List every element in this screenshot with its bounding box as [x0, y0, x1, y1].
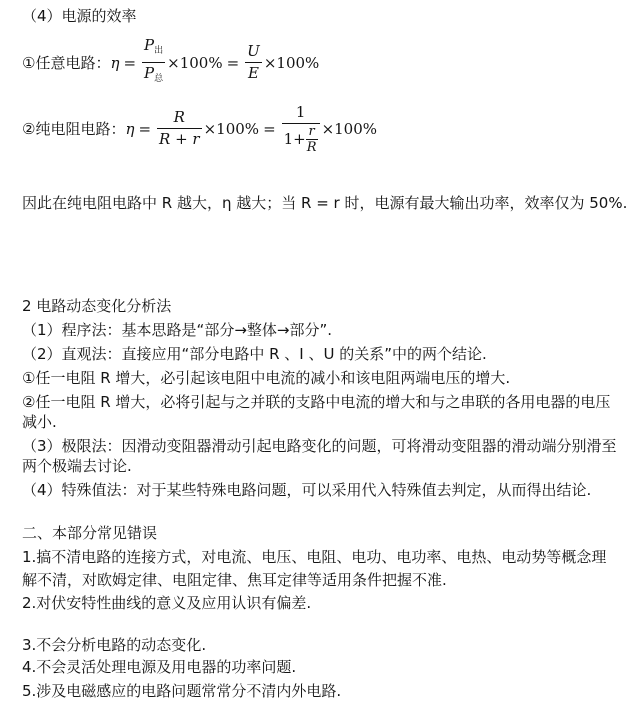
- percent-factor: ×100%: [167, 53, 223, 72]
- percent-factor-2: ×100%: [321, 119, 378, 138]
- fraction-voltage: [245, 41, 262, 84]
- numerator-r: R: [157, 107, 202, 129]
- equals-sign: =: [138, 119, 152, 138]
- dynamic-line: （3）极限法：因滑动变阻器滑动引起电路变化的问题，可将滑动变阻器的滑动端分别滑至: [22, 437, 617, 455]
- numerator-u: U: [245, 41, 262, 63]
- percent-factor-2: ×100%: [263, 53, 320, 72]
- error-line: 1.搞不清电路的连接方式，对电流、电压、电阻、电功、电功率、电热、电动势等概念理: [22, 548, 607, 566]
- dynamic-line: （2）直观法：直接应用“部分电路中 R 、I 、U 的关系”中的两个结论.: [22, 345, 487, 363]
- denominator-p: P: [144, 64, 155, 82]
- inner-denominator: R: [306, 140, 317, 155]
- conclusion-text: 因此在纯电阻电路中 R 越大，η 越大；当 R = r 时，电源有最大输出功率，效率仅为 50%.: [22, 194, 628, 212]
- inner-numerator: r: [306, 124, 318, 140]
- error-line: 解不清，对欧姆定律、电阻定律、焦耳定律等适用条件把握不准.: [22, 571, 447, 589]
- dynamic-line: 两个极端去讨论.: [22, 457, 132, 475]
- fraction-power: [142, 35, 165, 90]
- equals-sign-2: =: [263, 119, 276, 138]
- dynamic-line: ①任一电阻 R 增大，必引起该电阻中电流的减小和该电阻两端电压的增大.: [22, 369, 511, 387]
- numerator-p: P: [144, 36, 155, 54]
- error-line: 3.不会分析电路的动态变化.: [22, 636, 207, 654]
- fraction-simplified: [282, 102, 320, 155]
- percent-factor: ×100%: [203, 119, 260, 138]
- error-line: 2.对伏安特性曲线的意义及应用认识有偏差.: [22, 594, 312, 612]
- dynamic-line: 减小.: [22, 413, 57, 431]
- error-line: 5.涉及电磁感应的电路问题常常分不清内外电路.: [22, 682, 342, 700]
- formula-pure-resistance: [22, 102, 377, 155]
- error-line: 4.不会灵活处理电源及用电器的功率问题.: [22, 658, 297, 676]
- denominator-r-plus-r: R + r: [159, 130, 200, 148]
- equals-sign: =: [123, 53, 137, 72]
- dynamic-line: ②任一电阻 R 增大，必将引起与之并联的支路中电流的增大和与之串联的各用电器的电压: [22, 393, 611, 411]
- equals-sign-2: =: [226, 53, 240, 72]
- dynamic-line: （4）特殊值法：对于某些特殊电路问题，可以采用代入特殊值去判定，从而得出结论.: [22, 481, 592, 499]
- fraction-resistance: [157, 107, 202, 150]
- dynamic-line: （1）程序法：基本思路是“部分→整体→部分”.: [22, 321, 332, 339]
- section-heading: （4）电源的效率: [22, 7, 137, 25]
- eta-symbol: η: [110, 53, 120, 72]
- denominator-sub: 总: [154, 74, 164, 84]
- formula-any-circuit: [22, 35, 319, 90]
- numerator-sub: 出: [154, 46, 164, 56]
- formula-label: ②纯电阻电路：: [22, 120, 126, 138]
- denominator-e: E: [248, 64, 259, 82]
- dynamic-section-title: 2 电路动态变化分析法: [22, 297, 172, 315]
- denominator-prefix: 1+: [283, 130, 306, 148]
- errors-section-title: 二、本部分常见错误: [22, 524, 158, 542]
- formula-label: ①任意电路：: [22, 54, 111, 72]
- inner-fraction: [306, 124, 318, 155]
- eta-symbol: η: [125, 119, 135, 138]
- numerator-one: 1: [282, 102, 320, 124]
